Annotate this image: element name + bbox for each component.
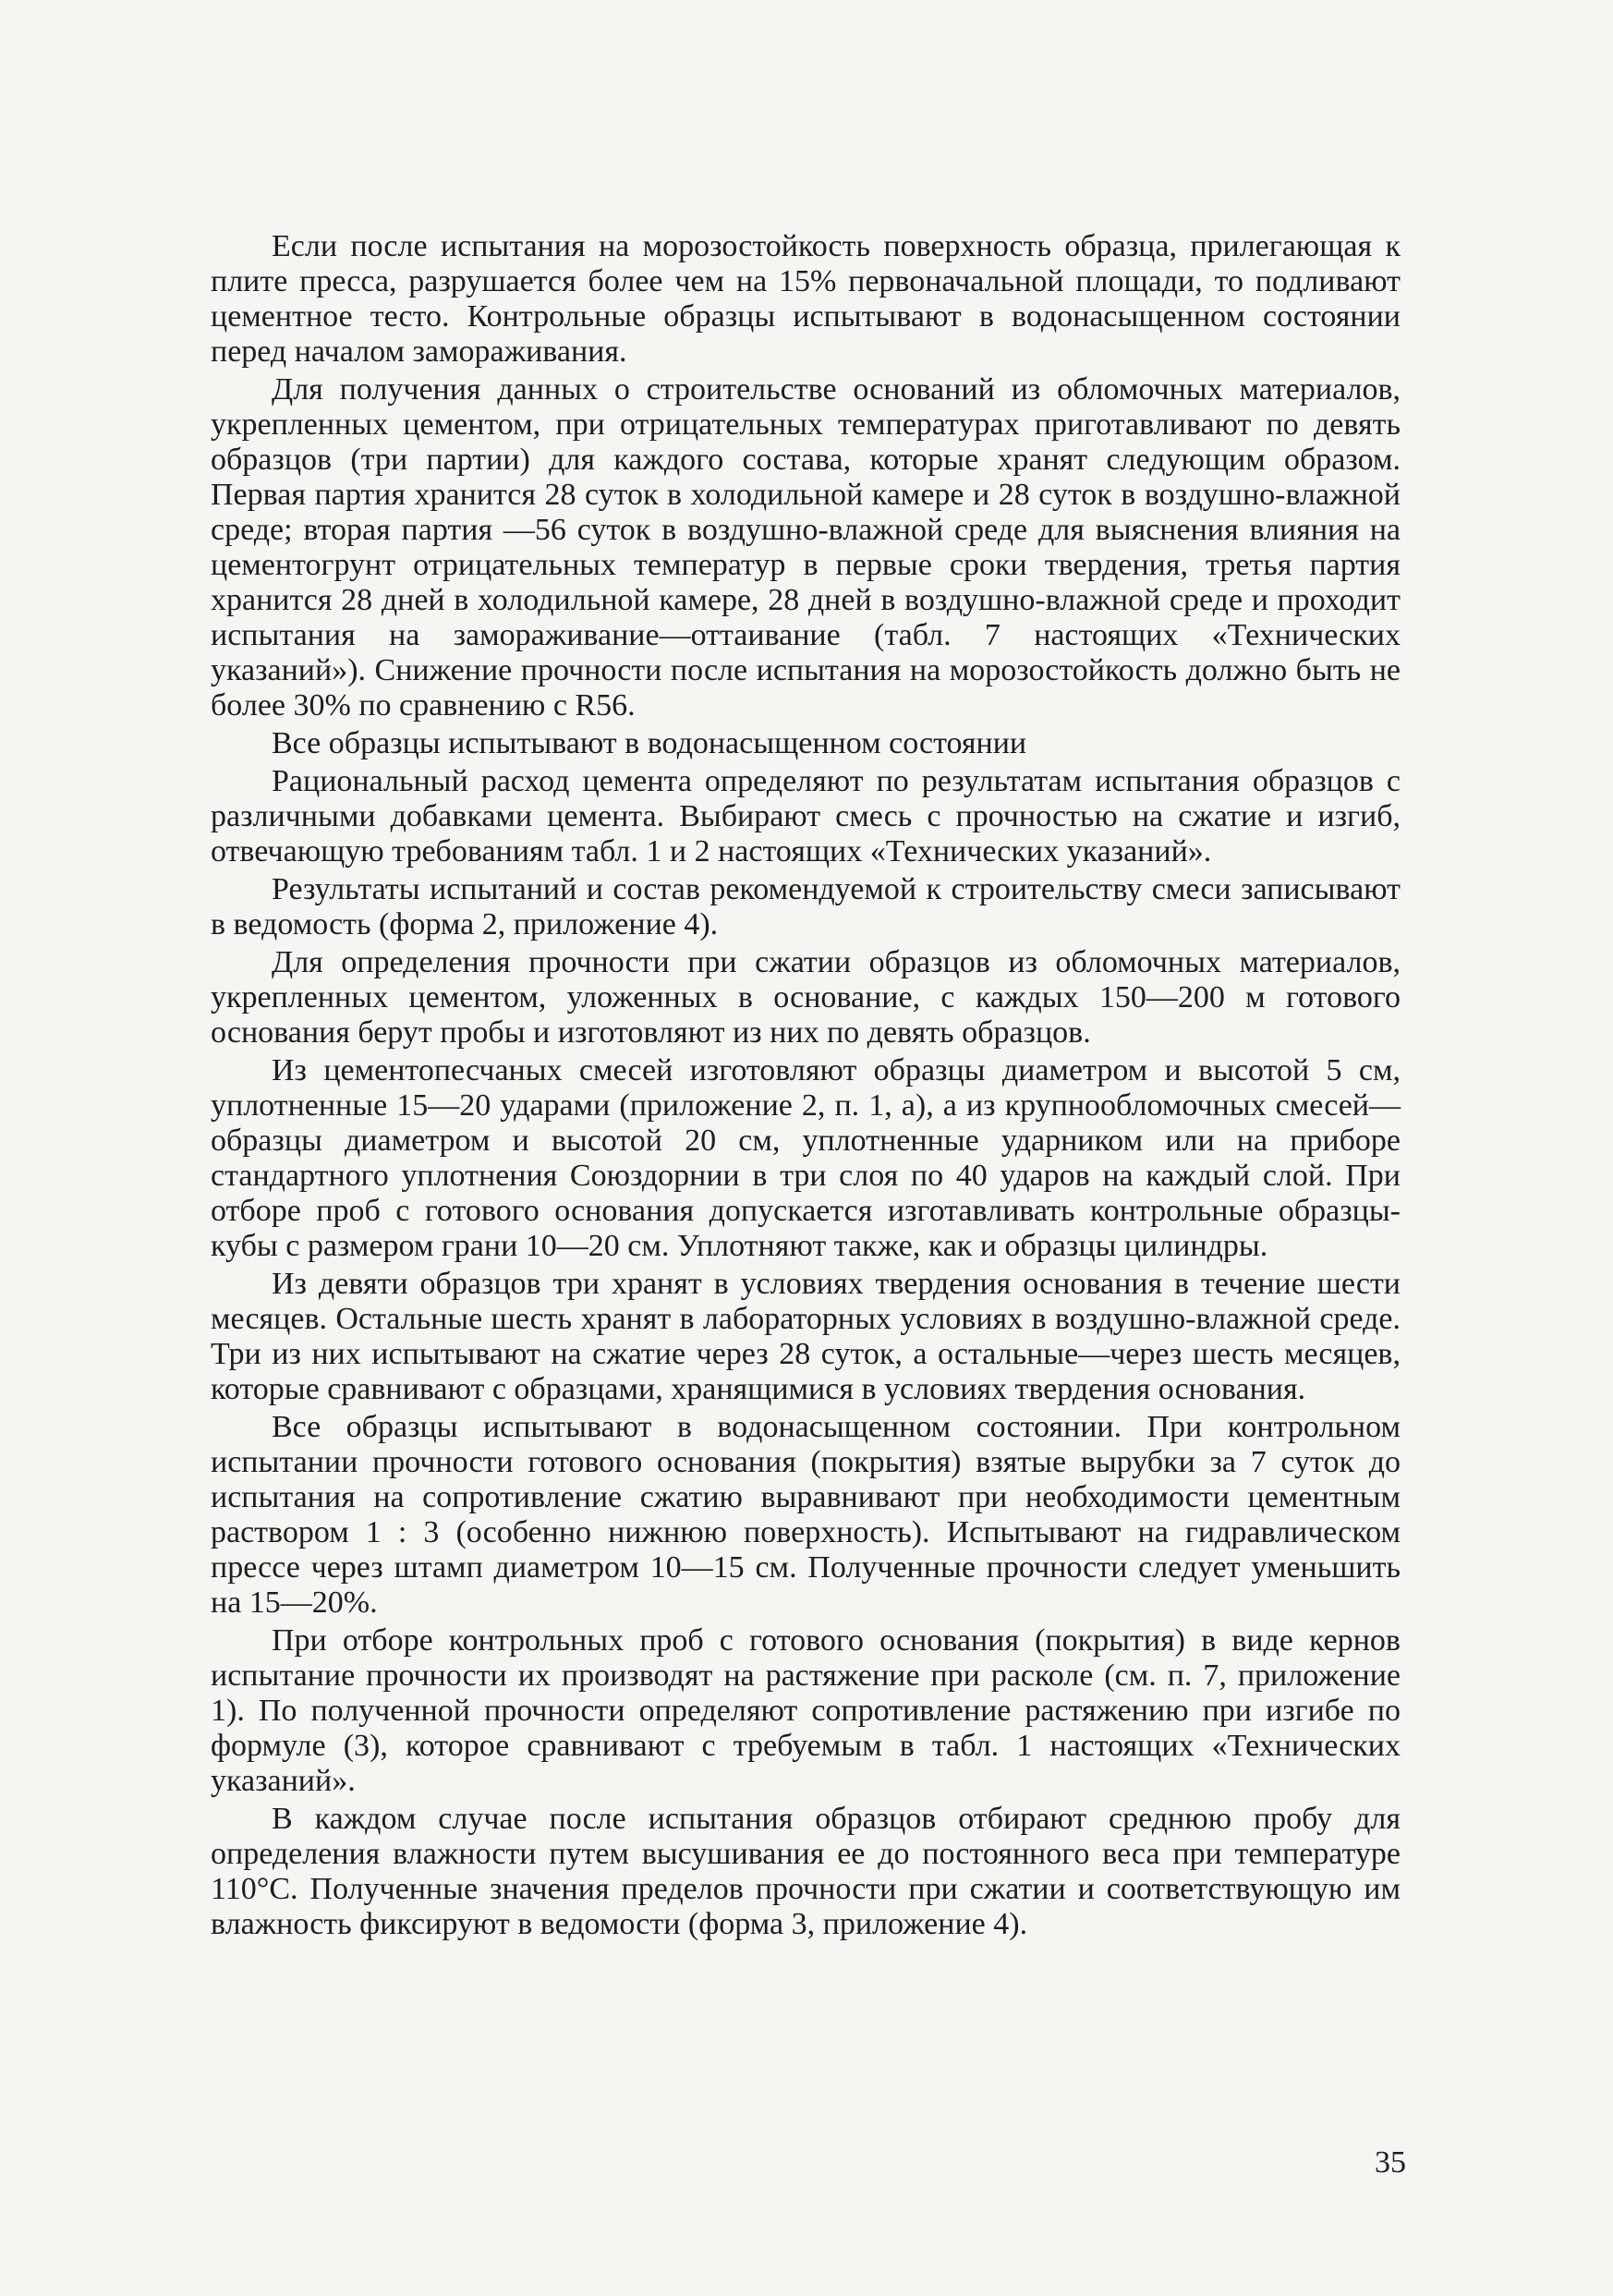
body-text (211, 229, 1401, 1945)
paragraph-3: Все образцы испытывают в водонасыщенном состоянии (272, 726, 1027, 760)
paragraph-5: Результаты испытаний и состав рекомендуемой к строительству смеси записывают в ведомость (форма 2, приложение 4). (211, 872, 1401, 941)
paragraph-7: Из цементопесчаных смесей изготовляют образцы диаметром и высотой 5 см, уплотненные 15—20 ударами (приложение 2, п. 1, а), а из крупнообломочных смесей—образцы диаметром и высотой 20 см, уплотненные ударником или на приборе стандартного уплотнения Союздорнии в три слоя по 40 ударов на каждый слой. При отборе проб с готового основания допускается изготавливать контрольные образцы-кубы с размером грани 10—20 см. Уплотняют также, как и образцы цилиндры. (211, 1053, 1401, 1263)
paragraph-10: При отборе контрольных проб с готового основания (покрытия) в виде кернов испытание прочности их производят на растяжение при расколе (см. п. 7, приложение 1). По полученной прочности определяют сопротивление растяжению при изгибе по формуле (3), которое сравнивают с требуемым в табл. 1 настоящих «Технических указаний». (211, 1623, 1401, 1798)
paragraph-8: Из девяти образцов три хранят в условиях твердения основания в течение шести месяцев. Остальные шесть хранят в лабораторных условиях в воздушно-влажной среде. Три из них испытывают на сжатие через 28 суток, а остальные—через шесть месяцев, которые сравнивают с образцами, хранящимися в условиях твердения основания. (211, 1267, 1401, 1406)
paragraph-11: В каждом случае после испытания образцов отбирают среднюю пробу для определения влажности путем высушивания ее до постоянного веса при температуре 110°С. Полученные значения пределов прочности при сжатии и соответствующую им влажность фиксируют в ведомости (форма 3, приложение 4). (211, 1802, 1401, 1941)
paragraph-9: Все образцы испытывают в водонасыщенном состоянии. При контрольном испытании прочности готового основания (покрытия) взятые вырубки за 7 суток до испытания на сопротивление сжатию выравнивают при необходимости цементным раствором 1 : 3 (особенно нижнюю поверхность). Испытывают на гидравлическом прессе через штамп диаметром 10—15 см. Полученные прочности следует уменьшить на 15—20%. (211, 1410, 1401, 1620)
paragraph-6: Для определения прочности при сжатии образцов из обломочных материалов, укрепленных цементом, уложенных в основание, с каждых 150—200 м готового основания берут пробы и изготовляют из них по девять образцов. (211, 945, 1401, 1050)
page-number: 35 (1375, 2145, 1406, 2180)
paragraph-1: Если после испытания на морозостойкость поверхность образца, прилегающая к плите пресса, разрушается более чем на 15% первоначальной площади, то подливают цементное тесто. Контрольные образцы испытывают в водонасыщенном состоянии перед началом замораживания. (211, 229, 1401, 369)
paragraph-2: Для получения данных о строительстве оснований из обломочных материалов, укрепленных цементом, при отрицательных температурах приготавливают по девять образцов (три партии) для каждого состава, которые хранят следующим образом. Первая партия хранится 28 суток в холодильной камере и 28 суток в воздушно-влажной среде; вторая партия —56 суток в воздушно-влажной среде для выяснения влияния на цементогрунт отрицательных температур в первые сроки твердения, третья партия хранится 28 дней в холодильной камере, 28 дней в воздушно-влажной среде и проходит испытания на замораживание—оттаивание (табл. 7 настоящих «Технических указаний»). Снижение прочности после испытания на морозостойкость должно быть не более 30% по сравнению с R56. (211, 372, 1401, 723)
paragraph-4: Рациональный расход цемента определяют по результатам испытания образцов с различными добавками цемента. Выбирают смесь с прочностью на сжатие и изгиб, отвечающую требованиям табл. 1 и 2 настоящих «Технических указаний». (211, 764, 1401, 869)
